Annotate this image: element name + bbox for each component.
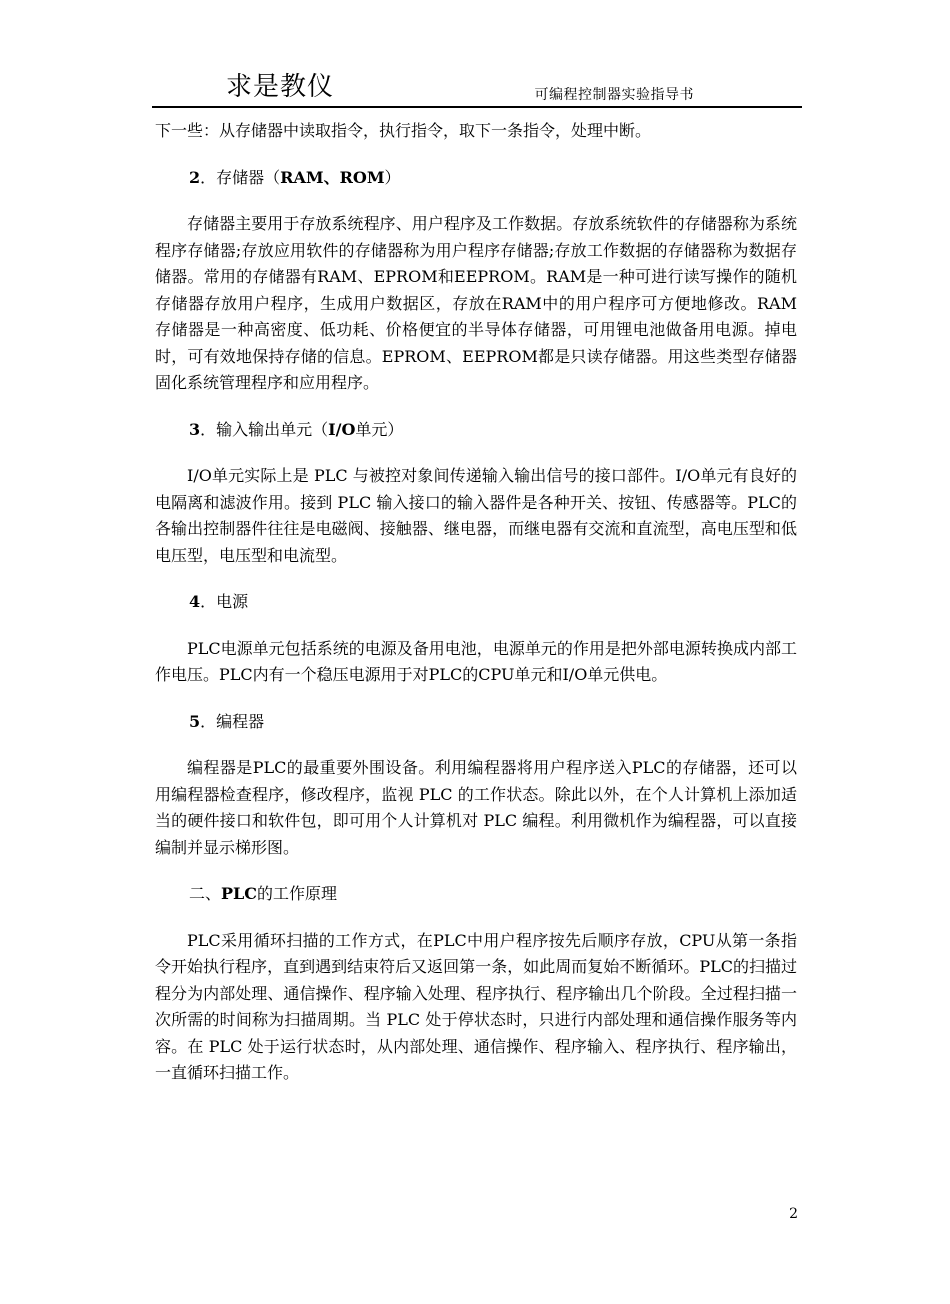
page-number: 2 xyxy=(789,1206,798,1222)
heading-text: 二、 xyxy=(189,884,222,903)
heading-text: ．电源 xyxy=(200,592,249,611)
page-header xyxy=(152,62,802,108)
heading-text: 单元） xyxy=(355,419,404,439)
heading-number: 3 xyxy=(189,419,201,439)
heading-bold-text: I/O xyxy=(328,419,356,439)
heading-memory xyxy=(155,165,797,192)
heading-number: 5 xyxy=(189,711,201,731)
heading-programmer xyxy=(155,709,797,736)
heading-text: ．编程器 xyxy=(200,711,265,731)
paragraph-working-principle: PLC采用循环扫描的工作方式，在PLC中用户程序按先后顺序存放，CPU从第一条指令开始执行程序，直到遇到结束符后又返回第一条，如此周而复始不断循环。PLC的扫描过程分为内部处理、通信操作、程序输入处理、程序执行、程序输出几个阶段。全过程扫描一次所需的时间称为扫描周期。当 PLC 处于停状态时，只进行内部处理和通信操作服务等内容。在 PLC 处于运行状态时，从内部处理、通信操作、程序输入、程序执行、程序输出，一直循环扫描工作。 xyxy=(155,930,797,1082)
section-heading-working-principle xyxy=(155,881,797,908)
header-divider xyxy=(152,106,802,108)
header-logo-text: 求是教仪 xyxy=(226,72,335,102)
header-document-title: 可编程控制器实验指导书 xyxy=(534,87,694,103)
paragraph-io-unit: I/O单元实际上是 PLC 与被控对象间传递输入输出信号的接口部件。I/O单元有良好的电隔离和滤波作用。接到 PLC 输入接口的输入器件是各种开关、按钮、传感器等。PLC的各输出控制器件往往是电磁阀、接触器、继电器，而继电器有交流和直流型，高电压型和低电压型，电压型和电流型。 xyxy=(155,466,797,565)
heading-text: ．输入输出单元（ xyxy=(200,419,329,439)
heading-power-supply xyxy=(155,589,797,616)
heading-text: ．存储器（ xyxy=(200,167,281,187)
heading-io-unit xyxy=(155,417,797,444)
paragraph-memory: 存储器主要用于存放系统程序、用户程序及工作数据。存放系统软件的存储器称为系统程序存储器;存放应用软件的存储器称为用户程序存储器;存放工作数据的存储器称为数据存储器。常用的存储器有RAM、EPROM和EEPROM。RAM是一种可进行读写操作的随机存储器存放用户程序，生成用户数据区，存放在RAM中的用户程序可方便地修改。RAM 存储器是一种高密度、低功耗、价格便宜的半导体存储器，可用锂电池做备用电源。掉电时，可有效地保持存储的信息。EPROM、EEPROM都是只读存储器。用这些类型存储器固化系统管理程序和应用程序。 xyxy=(155,214,797,392)
paragraph-continuation: 下一些：从存储器中读取指令，执行指令，取下一条指令，处理中断。 xyxy=(155,121,652,140)
heading-bold-text: RAM、ROM xyxy=(280,167,385,187)
heading-bold-text: PLC xyxy=(221,884,258,903)
paragraph-programmer: 编程器是PLC的最重要外围设备。利用编程器将用户程序送入PLC的存储器，还可以用编程器检查程序，修改程序，监视 PLC 的工作状态。除此以外，在个人计算机上添加适当的硬件接口和软件包，即可用个人计算机对 PLC 编程。利用微机作为编程器，可以直接编制并显示梯形图。 xyxy=(155,758,797,857)
heading-number: 2 xyxy=(189,167,201,187)
heading-text: 的工作原理 xyxy=(257,884,338,903)
page-body xyxy=(155,118,797,1107)
paragraph-power-supply: PLC电源单元包括系统的电源及备用电池，电源单元的作用是把外部电源转换成内部工作电压。PLC内有一个稳压电源用于对PLC的CPU单元和I/O单元供电。 xyxy=(155,638,797,684)
heading-number: 4 xyxy=(189,592,201,611)
heading-text: ） xyxy=(384,167,401,187)
